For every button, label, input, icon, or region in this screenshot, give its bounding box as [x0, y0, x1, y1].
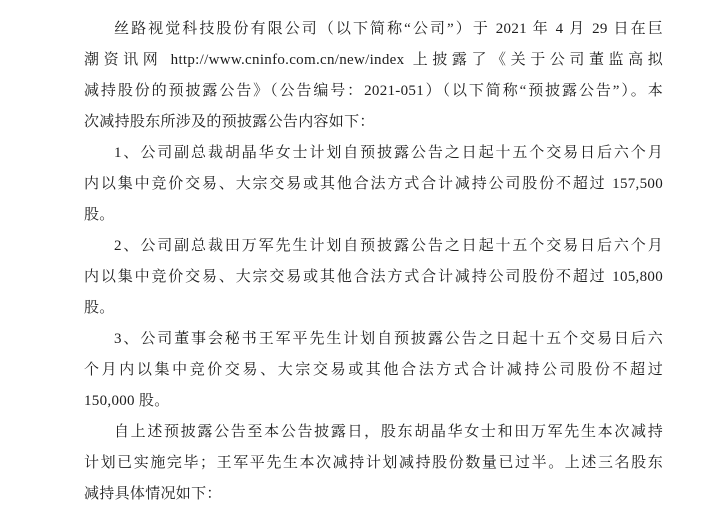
text-line: 减持股份的预披露公告》（公告编号：2021-051）（以下简称“预披露公告”）。本	[84, 83, 663, 99]
text-line: 1、公司副总裁胡晶华女士计划自预披露公告之日起十五个交易日后六个月	[114, 145, 663, 161]
paragraph-intro	[84, 14, 663, 138]
announcement-body	[84, 14, 663, 510]
text-line: 3、公司董事会秘书王军平先生计划自预披露公告之日起十五个交易日后六	[114, 331, 663, 347]
text-line: 内以集中竞价交易、大宗交易或其他合法方式合计减持公司股份不超过 105,800	[84, 269, 663, 285]
text-line: 潮资讯网 http://www.cninfo.com.cn/new/index 上披露了《关于公司董监高拟	[84, 52, 663, 68]
text-line: 次减持股东所涉及的预披露公告内容如下：	[84, 114, 375, 130]
text-line: 个月内以集中竞价交易、大宗交易或其他合法方式合计减持公司股份不超过	[84, 362, 663, 378]
text-line: 股。	[84, 300, 115, 316]
text-line: 150,000 股。	[84, 393, 170, 409]
text-line: 2、公司副总裁田万军先生计划自预披露公告之日起十五个交易日后六个月	[114, 238, 663, 254]
text-line: 丝路视觉科技股份有限公司（以下简称“公司”）于 2021 年 4 月 29 日在巨	[114, 21, 663, 37]
paragraph-summary	[84, 417, 663, 510]
text-line: 自上述预披露公告至本公告披露日，股东胡晶华女士和田万军先生本次减持	[114, 424, 663, 440]
paragraph-item-3	[84, 324, 663, 417]
text-line: 减持具体情况如下：	[84, 486, 222, 502]
text-line: 计划已实施完毕；王军平先生本次减持计划减持股份数量已过半。上述三名股东	[84, 455, 663, 471]
paragraph-item-1	[84, 138, 663, 231]
text-line: 股。	[84, 207, 115, 223]
text-line: 内以集中竞价交易、大宗交易或其他合法方式合计减持公司股份不超过 157,500	[84, 176, 663, 192]
paragraph-item-2	[84, 231, 663, 324]
